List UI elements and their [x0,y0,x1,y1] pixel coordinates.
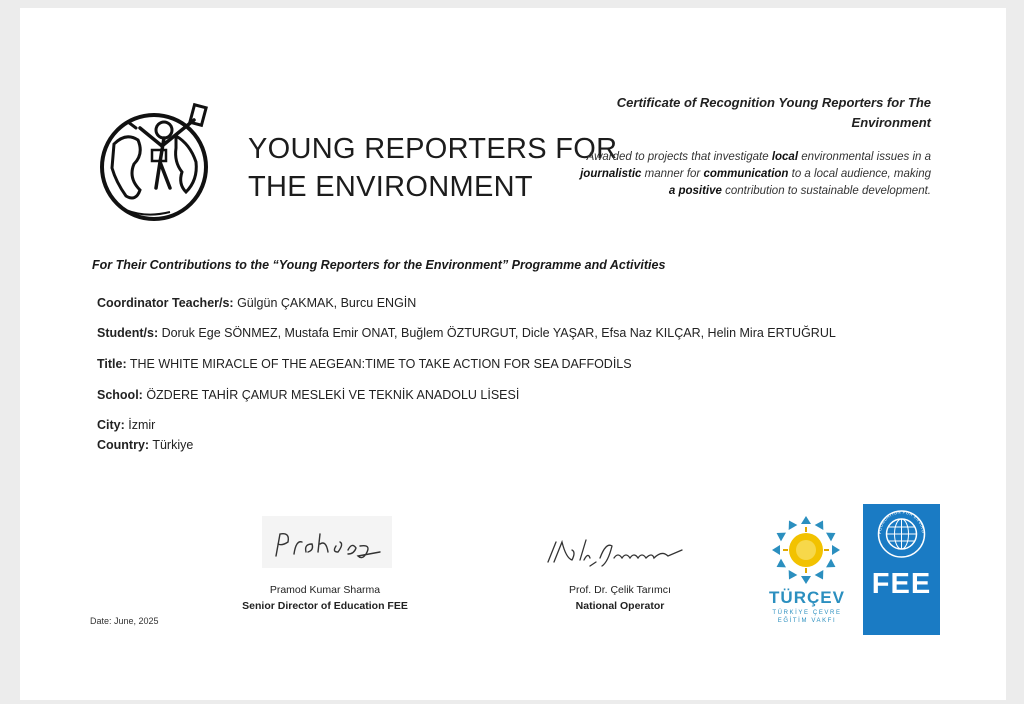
certificate-title: Certificate of Recognition Young Reporters for The Environment [616,95,931,130]
right-signature [542,532,692,572]
school-value: ÖZDERE TAHİR ÇAMUR MESLEKİ VE TEKNİK ANADOLU LİSESİ [142,388,520,402]
left-signatory-role: Senior Director of Education FEE [242,600,408,612]
turcev-subtitle-line-1: TÜRKİYE ÇEVRE [772,610,842,616]
right-signatory-name: Prof. Dr. Çelik Tarımcı [569,584,671,596]
desc-text: Awarded to projects that investigate [586,151,772,163]
desc-emphasis: communication [703,168,789,180]
students-field [97,326,977,340]
brand-line-1: YOUNG REPORTERS FOR [248,133,618,165]
desc-emphasis: journalistic [580,168,642,180]
left-signatory-name: Pramod Kumar Sharma [269,584,381,596]
country-label: Country: [97,438,150,452]
brand-title [248,130,617,206]
country-field [97,438,977,452]
young-reporter-globe-icon [86,92,226,232]
students-value: Doruk Ege SÖNMEZ, Mustafa Emir ONAT, Buğlem ÖZTURGUT, Dicle YAŞAR, Efsa Naz KILÇAR, Helin Mira ERTUĞRUL [158,326,836,340]
certificate-page [20,8,1006,700]
title-field [97,357,977,371]
title-label: Title: [97,357,127,371]
turcev-subtitle-line-2: EĞİTİM VAKFI [777,618,837,624]
right-signatory-role: National Operator [575,600,665,612]
brand-line-2: THE ENVIRONMENT [248,171,533,203]
fee-name: FEE [871,568,932,600]
school-label: School: [97,388,143,402]
certificate-description [571,149,931,200]
title-value: THE WHITE MIRACLE OF THE AEGEAN:TIME TO TAKE ACTION FOR SEA DAFFODİLS [126,357,632,371]
left-signatory [210,582,440,614]
city-field [97,418,977,432]
contribution-heading: For Their Contributions to the “Young Reporters for the Environment” Programme and Activities [92,258,666,272]
turcev-subtitle [765,609,849,625]
students-label: Student/s: [97,326,159,340]
coordinator-field [97,296,977,310]
right-signatory [520,582,720,614]
school-field [97,388,977,402]
coordinator-label: Coordinator Teacher/s: [97,296,234,310]
desc-emphasis: a positive [668,185,722,197]
desc-text: to a local audience, making [788,168,931,180]
desc-text: contribution to sustainable development. [721,185,931,197]
country-value: Türkiye [149,438,194,452]
desc-text: environmental issues in a [798,151,931,163]
desc-emphasis: local [771,151,799,163]
fee-ring-text: FOUNDATION FOR ENVIRO [876,509,927,535]
left-signature [262,516,392,568]
city-label: City: [97,418,125,432]
turcev-name: TÜRÇEV [769,588,845,607]
issue-date: Date: June, 2025 [90,616,159,626]
desc-text: manner for [641,168,704,180]
coordinator-value: Gülgün ÇAKMAK, Burcu ENGİN [233,296,417,310]
city-value: İzmir [124,418,156,432]
